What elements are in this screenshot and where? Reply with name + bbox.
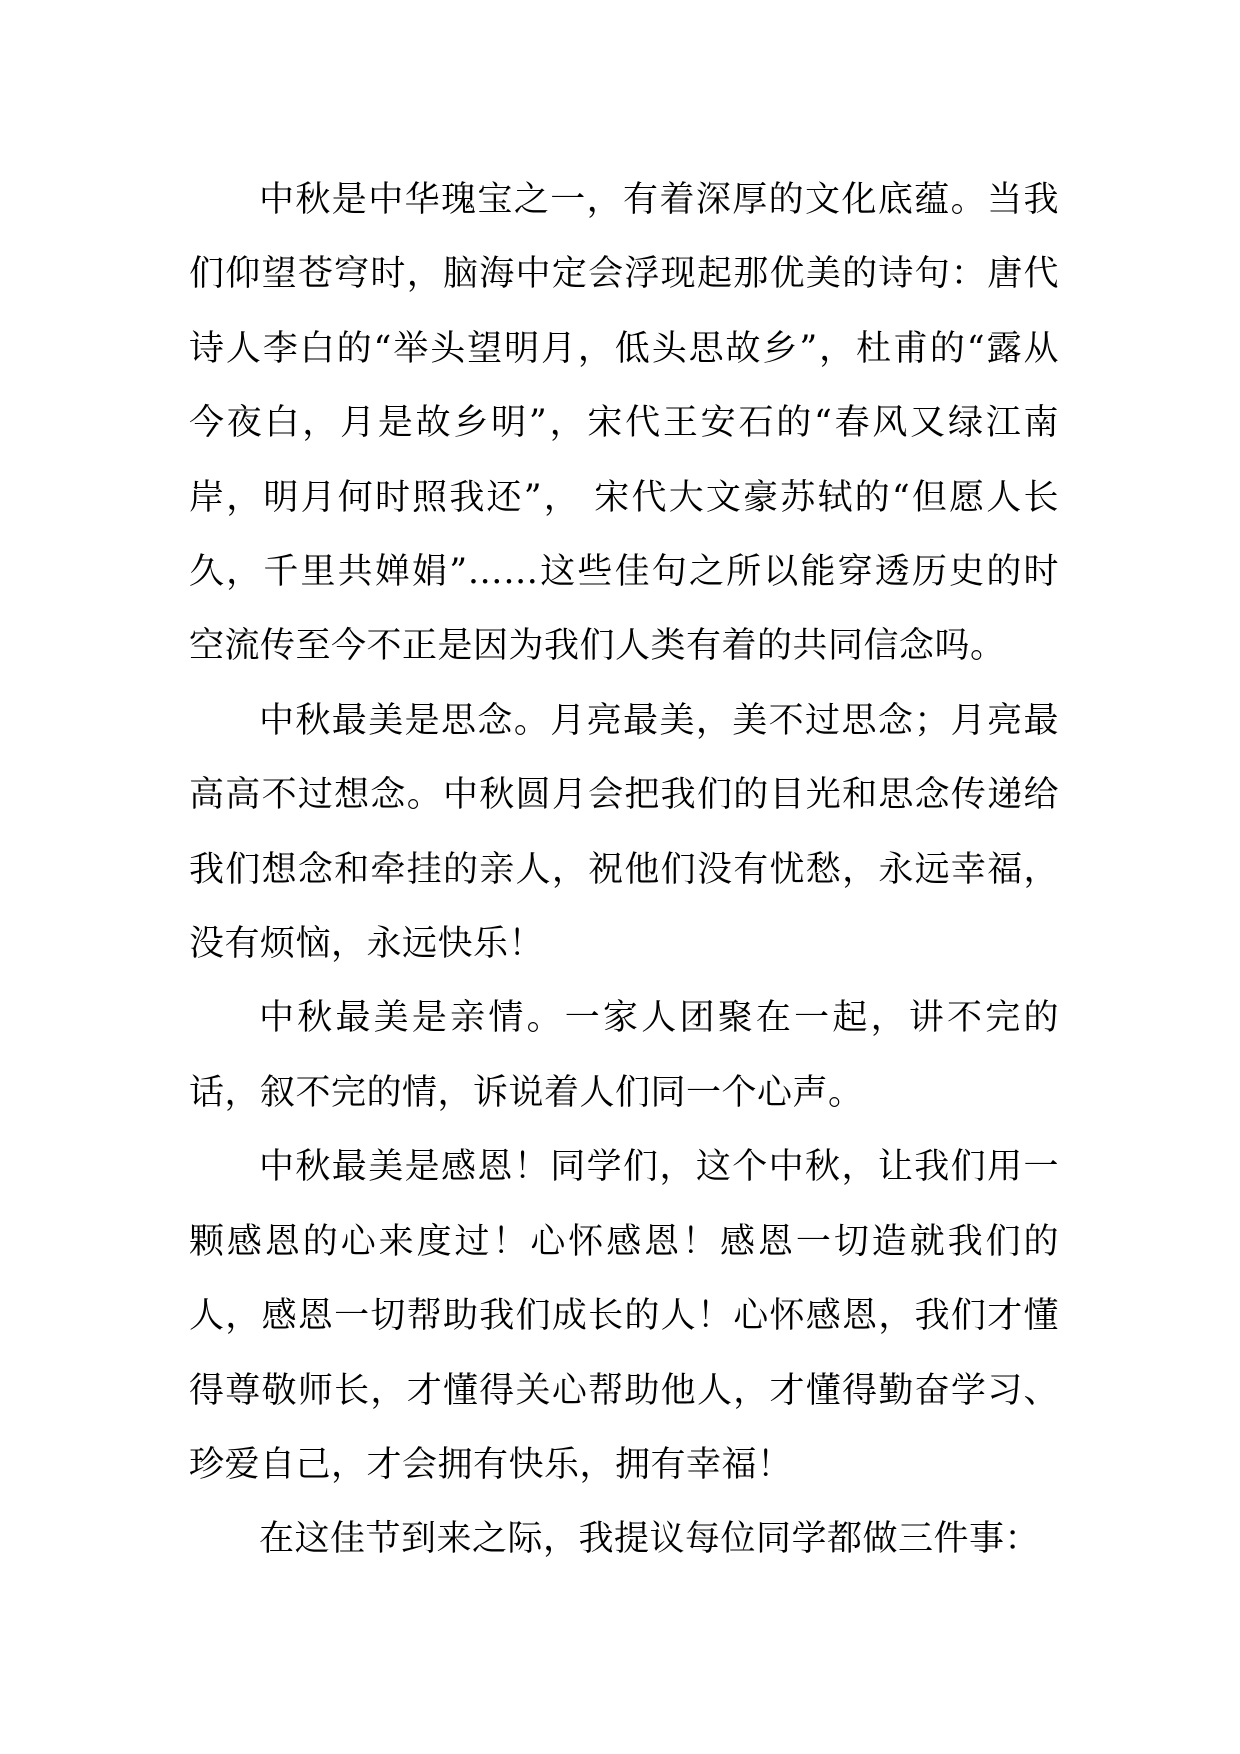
paragraph-family: 中秋最美是亲情。一家人团聚在一起，讲不完的话，叙不完的情，诉说着人们同一个心声。 (189, 998, 1059, 1113)
paragraph-proposal: 在这佳节到来之际，我提议每位同学都做三件事： (259, 1519, 1041, 1560)
speech-body (189, 163, 1059, 1577)
paragraph-gratitude: 中秋最美是感恩！同学们，这个中秋，让我们用一颗感恩的心来度过！心怀感恩！感恩一切造就我们的人，感恩一切帮助我们成长的人！心怀感恩，我们才懂得尊敬师长，才懂得关心帮助他人，才懂得勤奋学习、珍爱自己，才会拥有快乐，拥有幸福！ (189, 1147, 1059, 1485)
paragraph-culture: 中秋是中华瑰宝之一，有着深厚的文化底蕴。当我们仰望苍穹时，脑海中定会浮现起那优美的诗句：唐代诗人李白的“举头望明月，低头思故乡”，杜甫的“露从今夜白，月是故乡明”，宋代王安石的“春风又绿江南岸，明月何时照我还”， 宋代大文豪苏轼的“但愿人长久，千里共婵娟”……这些佳句之所以能穿透历史的时空流传至今不正是因为我们人类有着的共同信念吗。 (189, 180, 1059, 667)
paragraph-longing: 中秋最美是思念。月亮最美，美不过思念；月亮最高高不过想念。中秋圆月会把我们的目光和思念传递给我们想念和牵挂的亲人，祝他们没有忧愁，永远幸福，没有烦恼，永远快乐！ (189, 700, 1059, 965)
